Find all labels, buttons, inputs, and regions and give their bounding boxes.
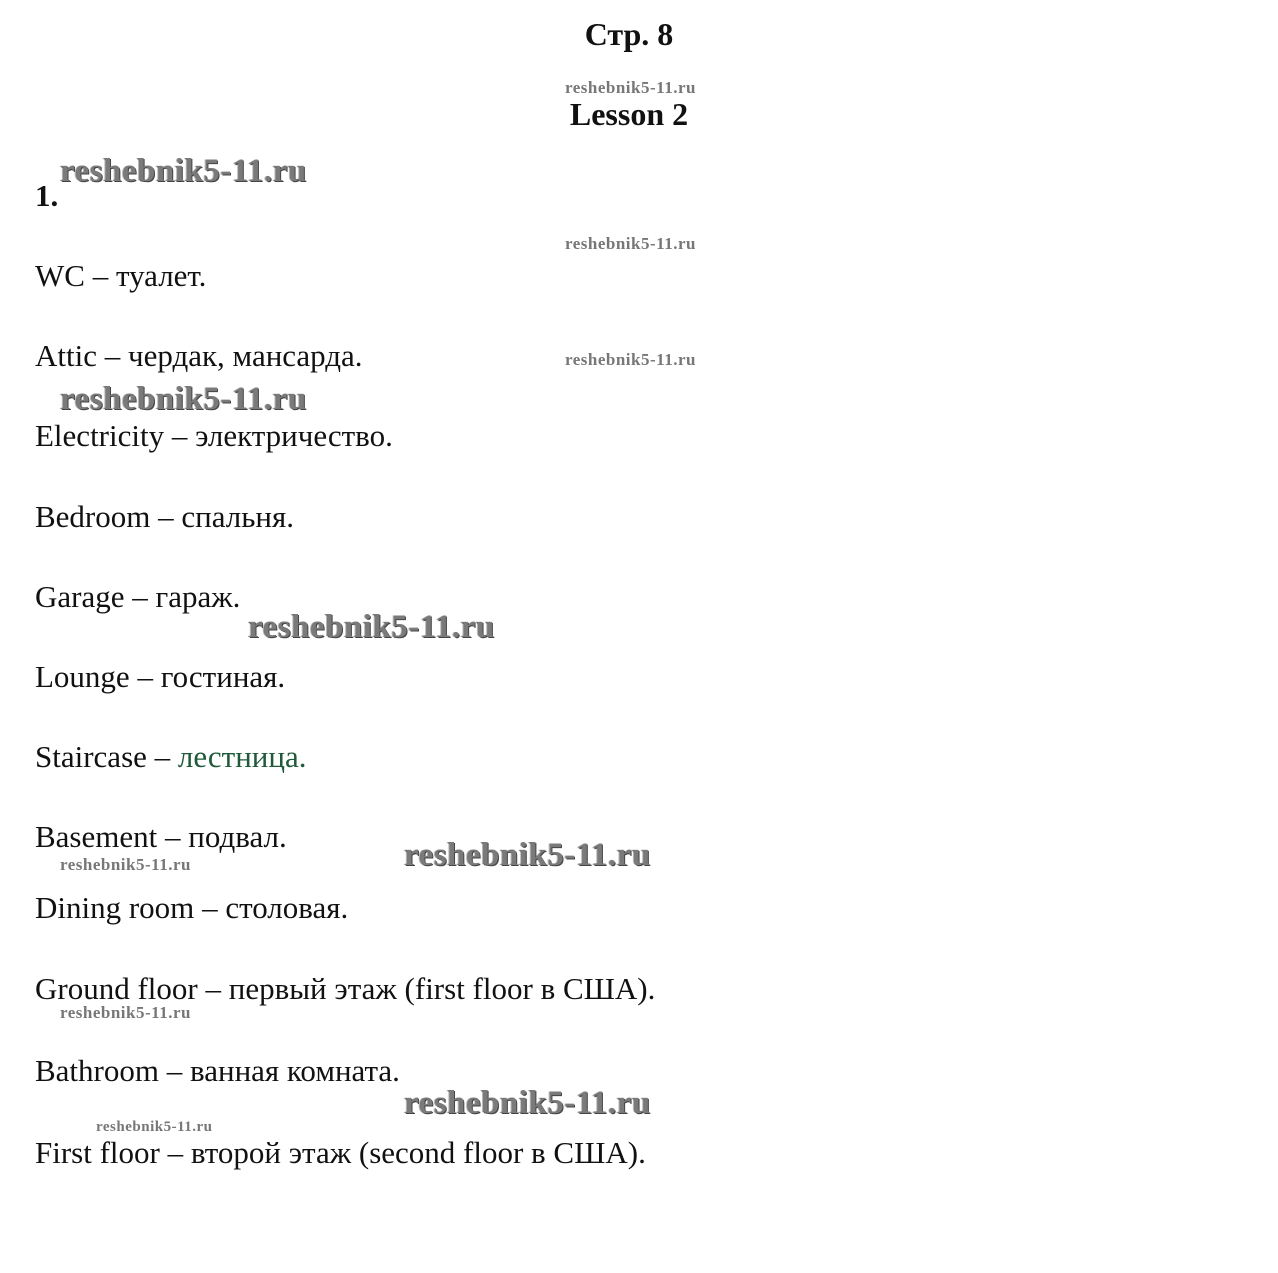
entry-translation: электричество. xyxy=(195,418,393,453)
vocab-entry-electricity xyxy=(35,416,393,456)
entry-translation: гараж. xyxy=(155,579,241,614)
vocab-entry-bathroom xyxy=(35,1051,400,1091)
watermark: reshebnik5-11.ru xyxy=(60,381,307,417)
entry-term: Attic xyxy=(35,338,97,373)
entry-term: Dining room xyxy=(35,890,195,925)
entry-translation: второй этаж (second floor в США). xyxy=(190,1135,646,1170)
entry-term: First floor xyxy=(35,1135,160,1170)
page-title: Стр. 8 xyxy=(584,16,674,52)
entry-term: Garage xyxy=(35,579,125,614)
entry-translation: первый этаж (first floor в США). xyxy=(228,971,656,1006)
vocab-entry-bedroom xyxy=(35,497,294,537)
entry-translation: подвал. xyxy=(188,819,287,854)
entry-translation: лестница. xyxy=(177,739,307,774)
watermark: reshebnik5-11.ru xyxy=(404,837,651,873)
entry-translation: гостиная. xyxy=(160,659,286,694)
entry-dash: – xyxy=(124,579,156,614)
watermark: reshebnik5-11.ru xyxy=(565,350,696,369)
entry-dash: – xyxy=(194,890,226,925)
entry-dash: – xyxy=(84,258,116,293)
entry-dash: – xyxy=(164,418,196,453)
vocab-entry-garage xyxy=(35,577,240,617)
vocab-entry-wc xyxy=(35,256,206,296)
vocab-entry-lounge xyxy=(35,657,285,697)
entry-dash: – xyxy=(129,659,161,694)
exercise-number: 1. xyxy=(35,178,59,213)
entry-term: Bathroom xyxy=(35,1053,159,1088)
watermark: reshebnik5-11.ru xyxy=(60,153,307,189)
watermark: reshebnik5-11.ru xyxy=(60,855,191,874)
vocab-entry-first-floor xyxy=(35,1133,646,1173)
watermark: reshebnik5-11.ru xyxy=(96,1119,213,1135)
entry-dash: – xyxy=(97,338,128,373)
entry-translation: ванная комната. xyxy=(190,1053,400,1088)
vocab-entry-staircase xyxy=(35,737,306,777)
vocab-entry-basement xyxy=(35,817,287,857)
watermark: reshebnik5-11.ru xyxy=(565,234,696,253)
entry-dash: – xyxy=(159,1135,191,1170)
vocab-entry-attic xyxy=(35,336,363,376)
entry-translation: чердак, мансарда. xyxy=(128,338,363,373)
entry-dash: – xyxy=(146,739,178,774)
entry-term: Staircase xyxy=(35,739,147,774)
watermark: reshebnik5-11.ru xyxy=(404,1085,651,1121)
entry-term: Electricity xyxy=(35,418,165,453)
lesson-title: Lesson 2 xyxy=(569,96,689,132)
entry-translation: столовая. xyxy=(225,890,349,925)
vocab-entry-dining-room xyxy=(35,888,348,928)
entry-dash: – xyxy=(159,1053,190,1088)
entry-term: WC xyxy=(35,258,85,293)
entry-term: Lounge xyxy=(35,659,130,694)
entry-term: Basement xyxy=(35,819,158,854)
entry-dash: – xyxy=(150,499,182,534)
entry-term: Ground floor xyxy=(35,971,198,1006)
entry-translation: туалет. xyxy=(115,258,207,293)
watermark: reshebnik5-11.ru xyxy=(565,78,696,97)
entry-dash: – xyxy=(197,971,229,1006)
entry-translation: спальня. xyxy=(181,499,294,534)
watermark: reshebnik5-11.ru xyxy=(60,1003,191,1022)
entry-dash: – xyxy=(157,819,189,854)
entry-term: Bedroom xyxy=(35,499,151,534)
watermark: reshebnik5-11.ru xyxy=(248,609,495,645)
